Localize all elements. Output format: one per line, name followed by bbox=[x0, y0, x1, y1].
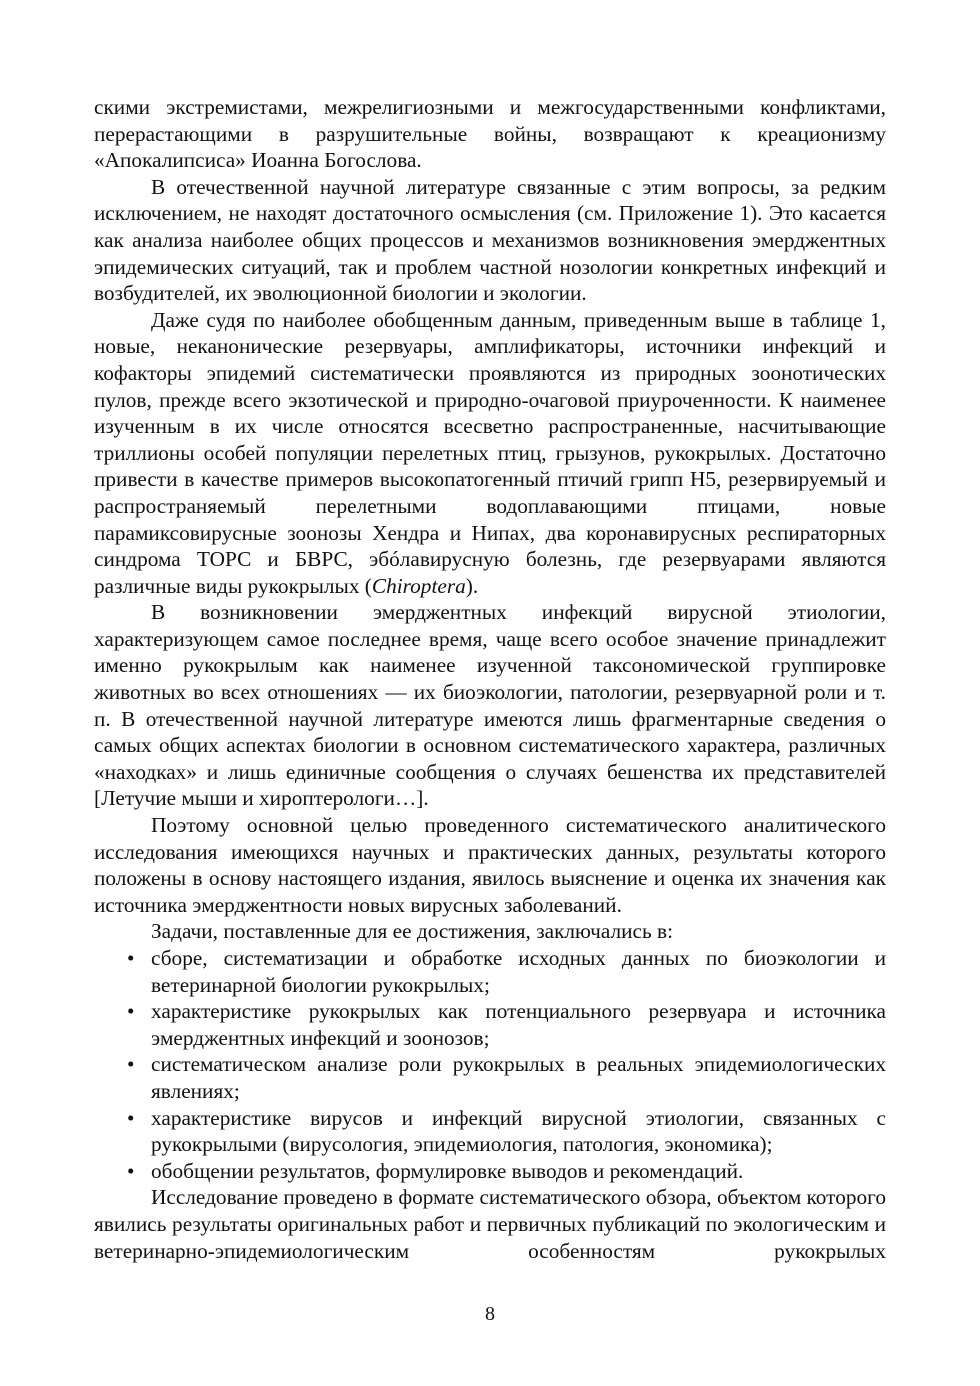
bullet-icon: • bbox=[127, 1052, 135, 1077]
paragraph-literature: В отечественной научной литературе связанные с этим вопросы, за редким исключением, не находят достаточного осмысления (см. Приложение 1). Это касается как анализа наиболее общих процессов и механизмов возникновения эмерджентных эпидемических ситуаций, так и проблем частной нозологии конкретных инфекций и возбудителей, их эволюционной биологии и экологии. bbox=[94, 174, 886, 306]
list-item bbox=[94, 1051, 886, 1104]
paragraph-goal: Поэтому основной целью проведенного систематического аналитического исследования имеющихся научных и практических данных, результаты которого положены в основу настоящего издания, явилось выяснение и оценка их значения как источника эмерджентности новых вирусных заболеваний. bbox=[94, 813, 886, 917]
list-item-text: обобщении результатов, формулировке выводов и рекомендаций. bbox=[151, 1158, 744, 1183]
taxon-name: Chiroptera bbox=[371, 573, 466, 598]
paragraph-reservoirs-end: ). bbox=[465, 573, 479, 598]
bullet-icon: • bbox=[127, 1105, 135, 1130]
paragraph-continuation: скими экстремистами, межрелигиозными и межгосударственными конфликтами, перерастающими в разрушительные войны, возвращают к креационизму «Апокалипсиса» Иоанна Богослова. bbox=[94, 95, 886, 173]
list-item-text: систематическом анализе роли рукокрылых в реальных эпидемиологических явлениях; bbox=[151, 1052, 886, 1103]
list-item bbox=[94, 998, 886, 1051]
list-item bbox=[94, 945, 886, 998]
paragraph-bats-role: В возникновении эмерджентных инфекций вирусной этиологии, характеризующем самое последнее время, чаще всего особое значение принадлежит именно рукокрылым как наименее изученной таксономической группировке животных во всех отношениях — их биоэкологии, патологии, резервуарной роли и т. п. В отечественной научной литературе имеются лишь фрагментарные сведения о самых общих аспектах биологии в основном систематического характера, различных «находках» и лишь единичные сообщения о случаях бешенства их представителей [Летучие мыши и хироптерологи…]. bbox=[94, 600, 886, 811]
page-number: 8 bbox=[485, 1303, 495, 1325]
list-item bbox=[94, 1158, 886, 1185]
list-item-text: сборе, систематизации и обработке исходных данных по биоэкологии и ветеринарной биологии рукокрылых; bbox=[151, 946, 886, 997]
tasks-list bbox=[94, 945, 886, 1184]
bullet-icon: • bbox=[127, 1158, 135, 1183]
bullet-icon: • bbox=[127, 946, 135, 970]
paragraph-method: Исследование проведено в формате систематического обзора, объектом которого явились результаты оригинальных работ и первичных публикаций по экологическим и ветеринарно-эпидемиологическим особенностям рукокрылых bbox=[94, 1185, 886, 1263]
list-item bbox=[94, 1105, 886, 1158]
list-item-text: характеристике рукокрылых как потенциального резервуара и источника эмерджентных инфекций и зоонозов; bbox=[151, 999, 886, 1050]
paragraph-tasks-intro: Задачи, поставленные для ее достижения, заключались в: bbox=[151, 919, 673, 944]
paragraph-reservoirs bbox=[94, 307, 886, 600]
page-body bbox=[94, 94, 886, 1264]
list-item-text: характеристике вирусов и инфекций вирусной этиологии, связанных с рукокрылыми (вирусология, эпидемиология, патология, экономика); bbox=[151, 1105, 886, 1157]
bullet-icon: • bbox=[127, 999, 135, 1024]
paragraph-reservoirs-text: Даже судя по наиболее обобщенным данным, приведенным выше в таблице 1, новые, неканонические резервуары, амплификаторы, источники инфекций и кофакторы эпидемий систематически проявляются из природных зоонотических пулов, прежде всего экзотической и природно-очаговой приуроченности. К наименее изученным в их числе относятся всесветно распространенные, насчитывающие триллионы особей популяции перелетных птиц, грызунов, рукокрылых. Достаточно привести в качестве примеров высокопатогенный птичий грипп H5, резервируемый и распространяемый перелетными водоплавающими птицами, новые парамиксовирусные зоонозы Хендра и Нипах, два коронавирусных респираторных синдрома ТОРС и БВРС, эбóлавирусную болезнь, где резервуарами являются различные виды рукокрылых ( bbox=[94, 307, 886, 598]
